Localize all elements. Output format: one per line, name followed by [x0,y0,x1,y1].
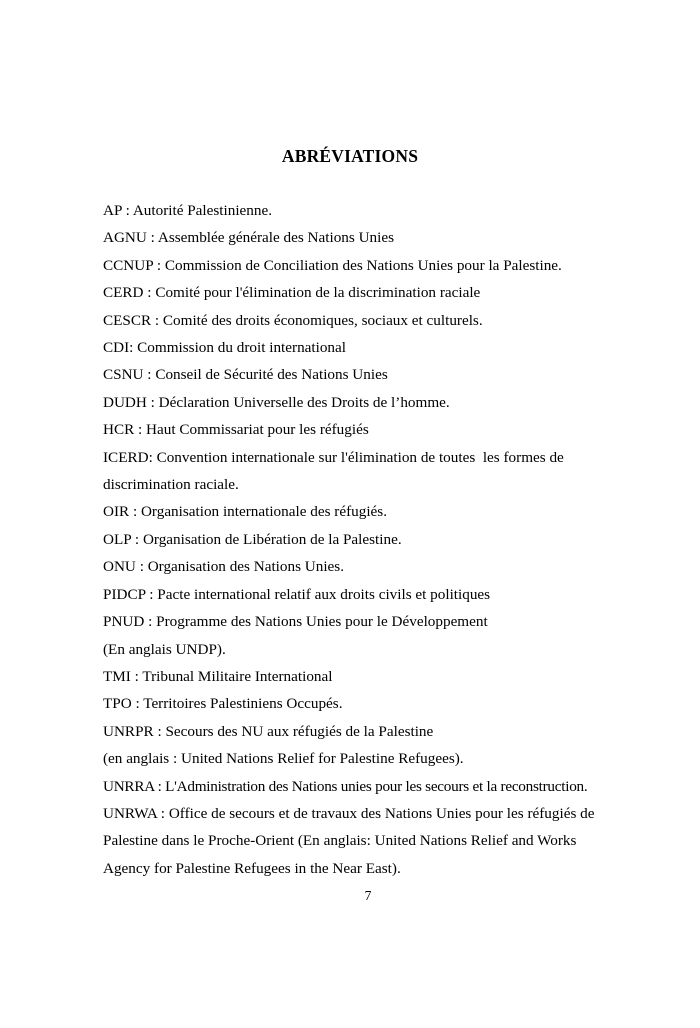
abbreviation-line: OLP : Organisation de Libération de la Palestine. [103,530,402,548]
abbreviation-line: CESCR : Comité des droits économiques, sociaux et culturels. [103,311,483,329]
abbreviation-line: OIR : Organisation internationale des réfugiés. [103,503,387,521]
abbreviation-line: CCNUP : Commission de Conciliation des Nations Unies pour la Palestine. [103,256,562,274]
abbreviation-line-continuation: Agency for Palestine Refugees in the Near East). [103,859,401,877]
abbreviation-line: CSNU : Conseil de Sécurité des Nations Unies [103,366,388,384]
abbreviation-line: ICERD: Convention internationale sur l'élimination de toutes les formes de [103,448,564,466]
abbreviation-line: UNRWA : Office de secours et de travaux des Nations Unies pour les réfugiés de [103,804,595,822]
abbreviation-list [103,197,663,882]
abbreviation-line-continuation: (En anglais UNDP). [103,640,226,658]
abbreviation-line: TPO : Territoires Palestiniens Occupés. [103,695,343,713]
abbreviation-line: ONU : Organisation des Nations Unies. [103,558,345,576]
abbreviation-line: HCR : Haut Commissariat pour les réfugiés [103,421,369,439]
abbreviation-line: DUDH : Déclaration Universelle des Droits de l’homme. [103,393,450,411]
abbreviation-line-continuation: discrimination raciale. [103,476,239,494]
abbreviation-line: UNRRA : L'Administration des Nations unies pour les secours et la reconstruction. [103,777,588,795]
abbreviation-line: AGNU : Assemblée générale des Nations Unies [103,229,395,247]
abbreviation-line: UNRPR : Secours des NU aux réfugiés de la Palestine [103,722,434,740]
abbreviation-line: CDI: Commission du droit international [103,339,346,357]
page-number: 7 [364,888,372,903]
abbreviation-line: PNUD : Programme des Nations Unies pour le Développement [103,613,488,631]
abbreviation-line: CERD : Comité pour l'élimination de la discrimination raciale [103,284,481,302]
abbreviation-line: PIDCP : Pacte international relatif aux droits civils et politiques [103,585,491,603]
page-title: ABRÉVIATIONS [281,146,419,166]
abbreviation-line: AP : Autorité Palestinienne. [103,202,273,219]
abbreviation-line-continuation: Palestine dans le Proche-Orient (En anglais: United Nations Relief and Works [103,832,577,850]
abbreviation-line-continuation: (en anglais : United Nations Relief for Palestine Refugees). [103,750,464,768]
abbreviation-line: TMI : Tribunal Militaire International [103,667,333,685]
